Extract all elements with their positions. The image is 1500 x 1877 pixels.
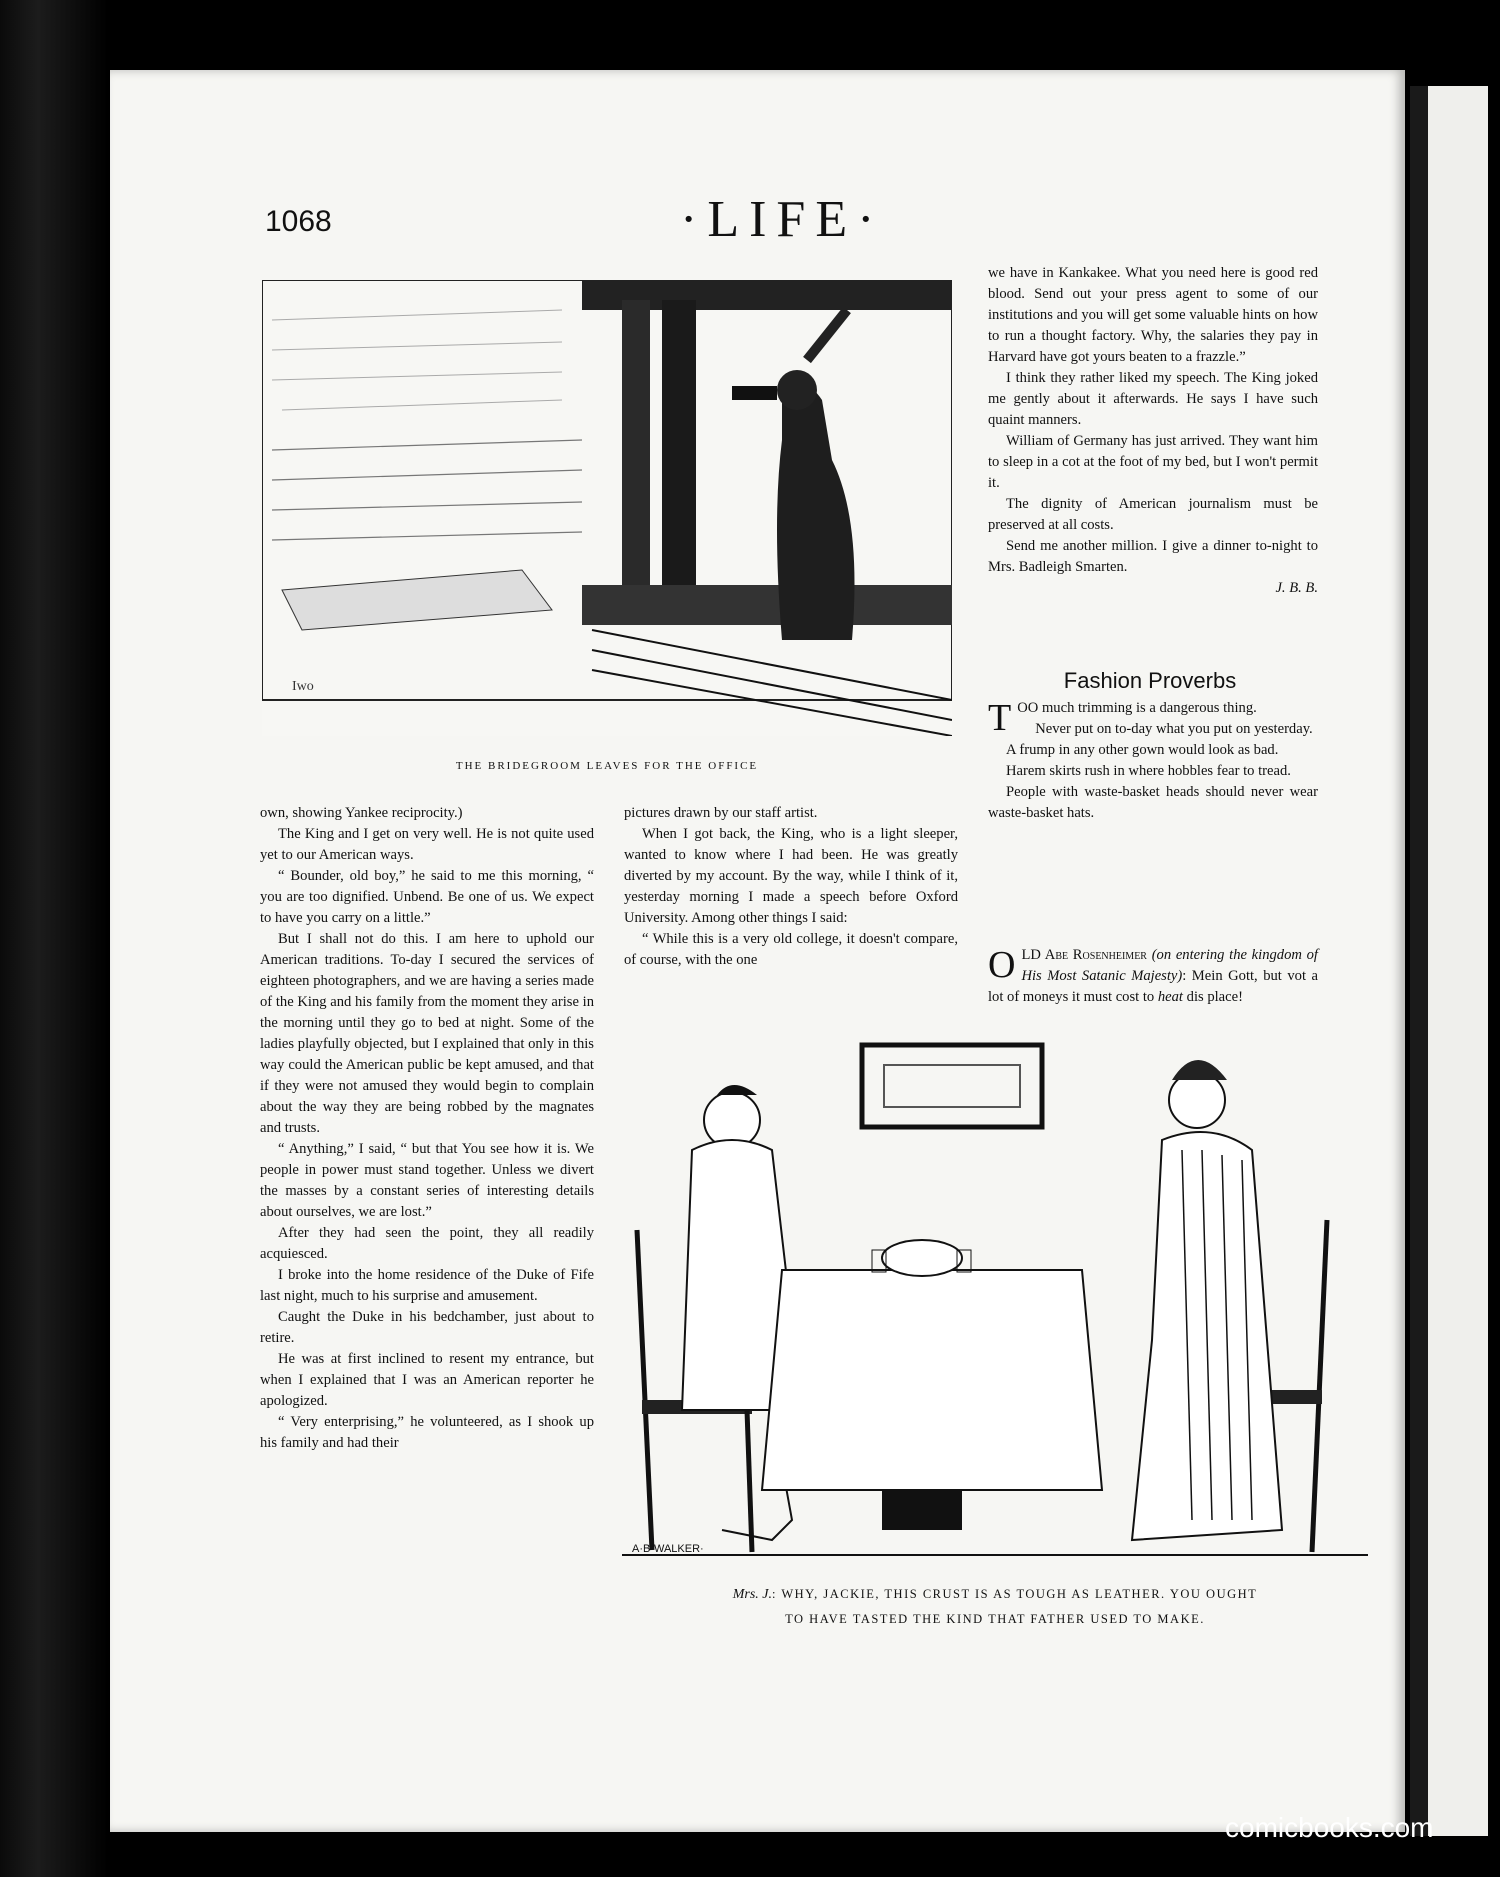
proverb: People with waste-basket heads should never wear waste-basket hats. [988,784,1318,821]
masthead: ·LIFE· [680,191,885,248]
article-column-2 [624,803,958,971]
anecdote-text: : Mein Gott, but vot a lot of moneys it must cost to [988,968,1318,1005]
paragraph: William of Germany has just arrived. They want him to sleep in a cot at the foot of my bed, but I won't permit it. [988,433,1318,491]
article-column-1 [260,803,594,1454]
paragraph: “ Anything,” I said, “ but that You see how it is. We people in power must stand together. Unless we divert the masses by a constant series of interesting details about ourselves, we are lost.” [260,1141,594,1220]
drop-cap: O [988,944,1016,986]
proverb: Harem skirts rush in where hobbles fear to tread. [1006,763,1291,779]
section-heading: Fashion Proverbs [1063,668,1237,693]
paragraph: The King and I get on very well. He is not quite used yet to our American ways. [260,826,594,863]
speaker-name: LD Abe Rosenheimer [1021,947,1147,963]
paragraph: pictures drawn by our staff artist. [624,805,818,821]
proverb: OO much trimming is a dangerous thing. [1017,700,1257,716]
illustration-caption: THE BRIDEGROOM LEAVES FOR THE OFFICE [455,760,759,772]
paragraph: “ While this is a very old college, it doesn't compare, of course, with the one [624,931,958,968]
paragraph: Caught the Duke in his bedchamber, just about to retire. [260,1309,594,1346]
page-number: 1068 [265,205,332,238]
artist-signature: Iwo [292,679,314,694]
drop-cap: T [988,697,1012,739]
anecdote-text: dis place! [1183,989,1243,1005]
anecdote [988,945,1318,1008]
paragraph: I broke into the home residence of the Duke of Fife last night, much to his surprise and amusement. [260,1267,594,1304]
paragraph: He was at first inclined to resent my entrance, but when I explained that I was an American reporter he apologized. [260,1351,594,1409]
author-signature: J. B. B. [1275,580,1318,596]
paragraph: “ Bounder, old boy,” he said to me this morning, “ you are too dignified. Unbend. Be one of us. We expect to have you carry on a little.” [260,868,594,926]
caption-line: : WHY, JACKIE, THIS CRUST IS AS TOUGH AS LEATHER. YOU OUGHT [771,1587,1258,1601]
caption-speaker: Mrs. J. [732,1587,772,1602]
paragraph: But I shall not do this. I am here to uphold our American traditions. To-day I secured the services of eighteen photographers, and we are having a series made of the King and his family from the moment they arise in the morning until they go to bed at night. Some of the ladies playfully objected, but I explained that only in this way could the American public be kept amused, and that if they were not amused they would begin to complain about the way they are being robbed by the magnates and trusts. [260,931,594,1136]
paragraph: Send me another million. I give a dinner to-night to Mrs. Badleigh Smarten. [988,538,1318,575]
paragraph: own, showing Yankee reciprocity.) [260,805,463,821]
paragraph: When I got back, the King, who is a light sleeper, wanted to know where I had been. He was greatly diverted by my account. By the way, while I think of it, yesterday morning I made a speech before Oxford University. Among other things I said: [624,826,958,926]
bridegroom-illustration [262,280,952,736]
proverb: Never put on to-day what you put on yesterday. [1035,721,1313,737]
paragraph: “ Very enterprising,” he volunteered, as I shook up his family and had their [260,1414,594,1451]
article-column-3 [988,263,1318,599]
dinner-table-illustration [622,1040,1368,1560]
artist-signature: A·B·WALKER· [632,1543,704,1555]
paragraph: I think they rather liked my speech. The King joked me gently about it afterwards. He says I have such quaint manners. [988,370,1318,428]
illustration-caption [622,1582,1368,1631]
stage-direction: (on entering the kingdom of His Most Satanic Majesty) [1021,947,1318,984]
paragraph: The dignity of American journalism must be preserved at all costs. [988,496,1318,533]
proverb: A frump in any other gown would look as bad. [1006,742,1279,758]
adjacent-page-edge [1428,86,1488,1836]
page-gutter-shadow [1410,86,1428,1836]
scan-binding-edge [0,0,108,1877]
fashion-proverbs [988,698,1318,824]
paragraph: we have in Kankakee. What you need here is good red blood. Send out your press agent to some of our institutions and you will get some valuable hints on how to run a thought factory. Why, the salaries they pay in Harvard have got yours beaten to a frazzle.” [988,265,1318,365]
emphasis: heat [1157,989,1183,1005]
paragraph: After they had seen the point, they all readily acquiesced. [260,1225,594,1262]
watermark: comicbooks.com [1225,1812,1434,1843]
caption-line: TO HAVE TASTED THE KIND THAT FATHER USED TO MAKE. [785,1612,1205,1626]
